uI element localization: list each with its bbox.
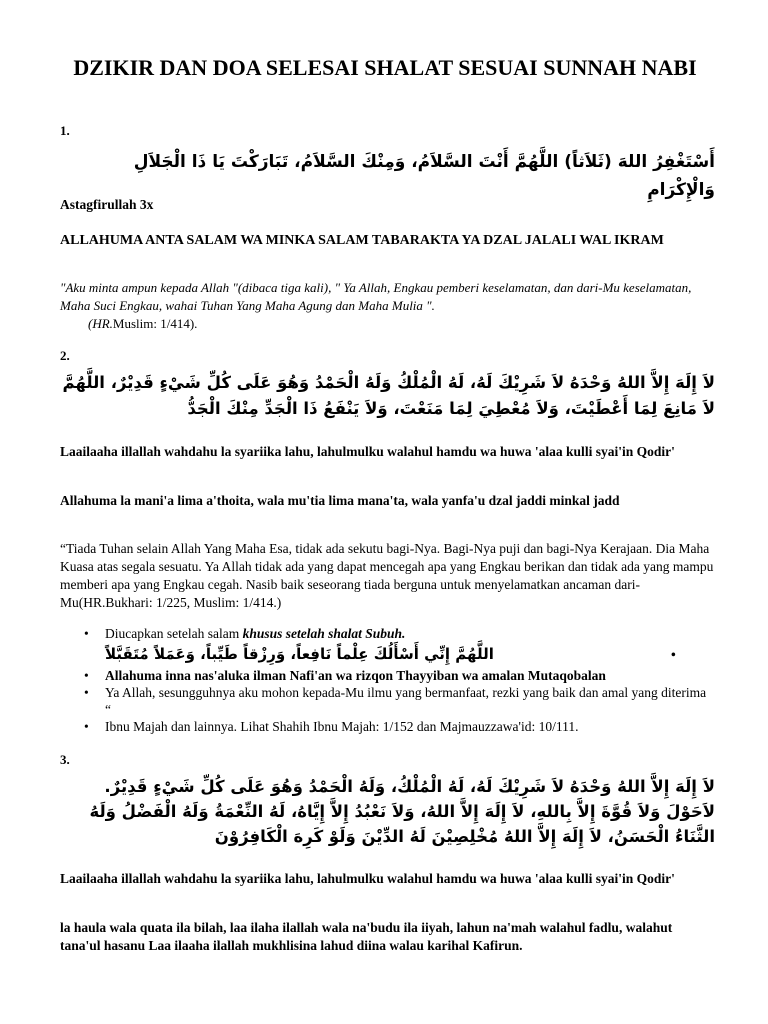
list-item [60, 684, 710, 718]
bullet-icon: • [671, 647, 676, 662]
list-item [60, 667, 710, 684]
bullet-3-text: Allahuma inna nas'aluka ilman Nafi'an wa rizqon Thayyiban wa amalan Mutaqobalan [105, 668, 606, 683]
bullet-5-text: Ibnu Majah dan lainnya. Lihat Shahih Ibnu Majah: 1/152 dan Majmauzzawa'id: 10/111. [105, 719, 579, 734]
bullet-icon: • [84, 626, 89, 641]
section-1-latin: ALLAHUMA ANTA SALAM WA MINKA SALAM TABARAKTA YA DZAL JALALI WAL IKRAM [60, 233, 664, 248]
section-1-number: 1. [60, 123, 70, 138]
section-2-latin-1: Laailaaha illallah wahdahu la syariika lahu, lahulmulku walahul hamdu wa huwa 'alaa kulli syai'in Qodir' [60, 444, 675, 459]
section-2-arabic: لاَ إِلَهَ إِلاَّ اللهُ وَحْدَهُ لاَ شَرِيْكَ لَهُ، لَهُ الْمُلْكُ وَلَهُ الْحَمْدُ وَهُوَ عَلَى كُلِّ شَيْءٍ قَدِيْرٌ، اللَّهُمَّ لاَ مَانِعَ لِمَا أَعْطَيْتَ، وَلاَ مُعْطِيَ لِمَا مَنَعْتَ، وَلاَ يَنْفَعُ ذَا الْجَدِّ مِنْكَ الْجَدُّ [62, 373, 715, 418]
section-2-latin-2: Allahuma la mani'a lima a'thoita, wala mu'tia lima mana'ta, wala yanfa'u dzal jaddi minkal jadd [60, 493, 620, 508]
section-2-bullet-list [60, 625, 710, 735]
bullet-icon: • [84, 719, 89, 734]
bullet-2-arabic: اللَّهُمَّ إِنِّي أَسْأَلُكَ عِلْماً نَافِعاً، وَرِزْقاً طَيِّباً، وَعَمَلاً مُتَقَبَّلاً [105, 645, 494, 663]
bullet-1-emphasis: khusus setelah shalat Subuh. [242, 626, 406, 641]
section-3-arabic: لاَ إِلَهَ إِلاَّ اللهُ وَحْدَهُ لاَ شَرِيْكَ لَهُ، لَهُ الْمُلْكُ، وَلَهُ الْحَمْدُ وَهُوَ عَلَى كُلِّ شَيْءٍ قَدِيْرٌ. لاَحَوْلَ وَلاَ قُوَّةَ إِلاَّ بِاللهِ، لاَ إِلَهَ إِلاَّ اللهُ، وَلاَ نَعْبُدُ إِلاَّ إِيَّاهُ، لَهُ النِّعْمَةُ وَلَهُ الْفَضْلُ وَلَهُ الثَّنَاءُ الْحَسَنُ، لاَ إِلَهَ إِلاَّ اللهُ مُخْلِصِيْنَ لَهُ الدِّيْنَ وَلَوْ كَرِهَ الْكَافِرُوْنَ [89, 777, 715, 846]
bullet-1-text: Diucapkan setelah salam [105, 626, 243, 641]
section-3-latin-1: Laailaaha illallah wahdahu la syariika lahu, lahulmulku walahul hamdu wa huwa 'alaa kulli syai'in Qodir' [60, 871, 675, 886]
section-2-number: 2. [60, 348, 70, 363]
page-title: DZIKIR DAN DOA SELESAI SHALAT SESUAI SUNNAH NABI [73, 55, 697, 80]
section-3-latin-2: la haula wala quata ila bilah, laa ilaha ilallah wala na'budu ila iiyah, lahun na'mah walahul fadlu, walahut tana'ul hasanu Laa ilaaha ilallah mukhlisina lahud diina walau karihal Kafirun. [60, 920, 673, 953]
section-1-translation: "Aku minta ampun kepada Allah "(dibaca tiga kali), " Ya Allah, Engkau pemberi keselamatan, dan dari-Mu keselamatan, Maha Suci Engkau, wahai Tuhan Yang Maha Agung dan Maha Mulia ". [60, 280, 692, 313]
list-item [60, 642, 710, 667]
source-prefix: (HR. [88, 316, 113, 331]
bullet-icon: • [84, 668, 89, 683]
section-1-astagfirullah: Astagfirullah 3x [60, 197, 154, 212]
bullet-4-text: Ya Allah, sesungguhnya aku mohon kepada-Mu ilmu yang bermanfaat, rezki yang baik dan amal yang diterima “ [105, 685, 707, 717]
section-1-source [88, 315, 488, 333]
section-1-arabic: أَسْتَغْفِرُ اللهَ (ثَلاَثاً) اللَّهُمَّ أَنْتَ السَّلاَمُ، وَمِنْكَ السَّلاَمُ، تَبَارَكْتَ يَا ذَا الْجَلاَلِ وَالْإِكْرَامِ [133, 152, 715, 200]
bullet-icon: • [84, 685, 89, 700]
list-item [60, 625, 710, 642]
section-3-number: 3. [60, 752, 70, 767]
source-rest: Muslim: 1/414). [112, 316, 198, 331]
list-item [60, 718, 710, 735]
section-2-translation: “Tiada Tuhan selain Allah Yang Maha Esa, tidak ada sekutu bagi-Nya. Bagi-Nya puji dan bagi-Nya Kerajaan. Dia Maha Kuasa atas segala sesuatu. Ya Allah tidak ada yang dapat mencegah apa yang Engkau berikan dan tidak ada yang mampu memberi apa yang Engkau cegah. Nasib baik seseorang tiada berguna untuk menyelamatkan ancaman dari-Mu(HR.Bukhari: 1/225, Muslim: 1/414.) [60, 541, 714, 610]
